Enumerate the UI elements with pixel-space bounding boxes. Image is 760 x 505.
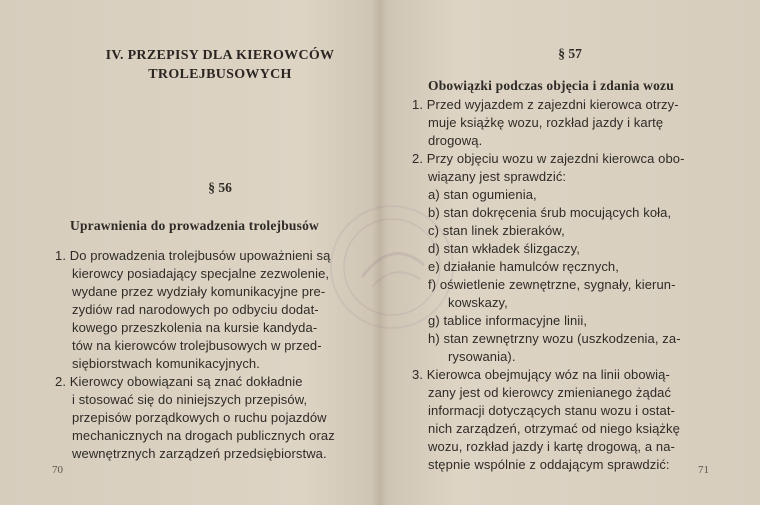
text-line: przepisów porządkowych o ruchu pojazdów: [72, 410, 327, 425]
text-line: zydiów rad narodowych po odbyciu dodat-: [72, 302, 319, 317]
right-page: [380, 0, 760, 505]
page-number-left: 70: [52, 464, 63, 476]
text-line: 1. Do prowadzenia trolejbusów upoważnieni są: [55, 248, 331, 263]
text-line: mechanicznych na drogach publicznych oraz: [72, 428, 335, 443]
text-line: wiązany jest sprawdzić:: [428, 169, 567, 184]
text-line: 2. Przy objęciu wozu w zajezdni kierowca obo-: [412, 151, 685, 166]
text-line: b) stan dokręcenia śrub mocujących koła,: [428, 205, 672, 220]
text-line: nich zarządzeń, otrzymać od niego książkę: [428, 421, 680, 436]
page-number-right: 71: [698, 464, 709, 476]
text-line: kowskazy,: [448, 295, 508, 310]
text-line: 2. Kierowcy obowiązani są znać dokładnie: [55, 374, 303, 389]
text-line: g) tablice informacyjne linii,: [428, 313, 588, 328]
text-line: zany jest od kierowcy zmienianego żądać: [428, 385, 672, 400]
text-line: informacji dotyczących stanu wozu i ostat-: [428, 403, 675, 418]
text-line: a) stan ogumienia,: [428, 187, 537, 202]
section-subtitle: Uprawnienia do prowadzenia trolejbusów: [70, 218, 319, 233]
chapter-title-line-1: IV. PRZEPISY DLA KIEROWCÓW: [105, 48, 335, 63]
text-line: stępnie wspólnie z oddającym sprawdzić:: [428, 457, 670, 472]
section-heading-57: § 57: [558, 46, 582, 61]
text-line: kierowcy posiadający specjalne zezwolenie,: [72, 266, 330, 281]
text-line: wydane przez wydziały komunikacyjne pre-: [72, 284, 326, 299]
text-line: siębiorstwach komunikacyjnych.: [72, 356, 260, 371]
text-line: rysowania).: [448, 349, 516, 364]
text-line: wewnętrznych zarządzeń przedsiębiorstwa.: [72, 446, 327, 461]
text-line: i stosować się do niniejszych przepisów,: [72, 392, 308, 407]
text-line: 3. Kierowca obejmujący wóz na linii obowią-: [412, 367, 670, 382]
text-line: muje książkę wozu, rozkład jazdy i kartę: [428, 115, 664, 130]
text-line: wozu, rozkład jazdy i kartę drogową, a na-: [428, 439, 675, 454]
text-line: c) stan linek zbieraków,: [428, 223, 565, 238]
text-line: drogową.: [428, 133, 483, 148]
chapter-title-line-2: TROLEJBUSOWYCH: [148, 67, 292, 82]
text-line: f) oświetlenie zewnętrzne, sygnały, kierun-: [428, 277, 676, 292]
text-line: e) działanie hamulców ręcznych,: [428, 259, 619, 274]
section-heading-56: § 56: [208, 180, 232, 195]
text-line: kowego przeszkolenia na kursie kandyda-: [72, 320, 318, 335]
text-line: h) stan zewnętrzny wozu (uszkodzenia, za-: [428, 331, 681, 346]
chapter-title: [70, 46, 370, 84]
text-line: 1. Przed wyjazdem z zajezdni kierowca otrzy-: [412, 97, 679, 112]
text-line: tów na kierowców trolejbusowych w przed-: [72, 338, 322, 353]
text-line: d) stan wkładek ślizgaczy,: [428, 241, 580, 256]
section-subtitle: Obowiązki podczas objęcia i zdania wozu: [428, 78, 674, 93]
